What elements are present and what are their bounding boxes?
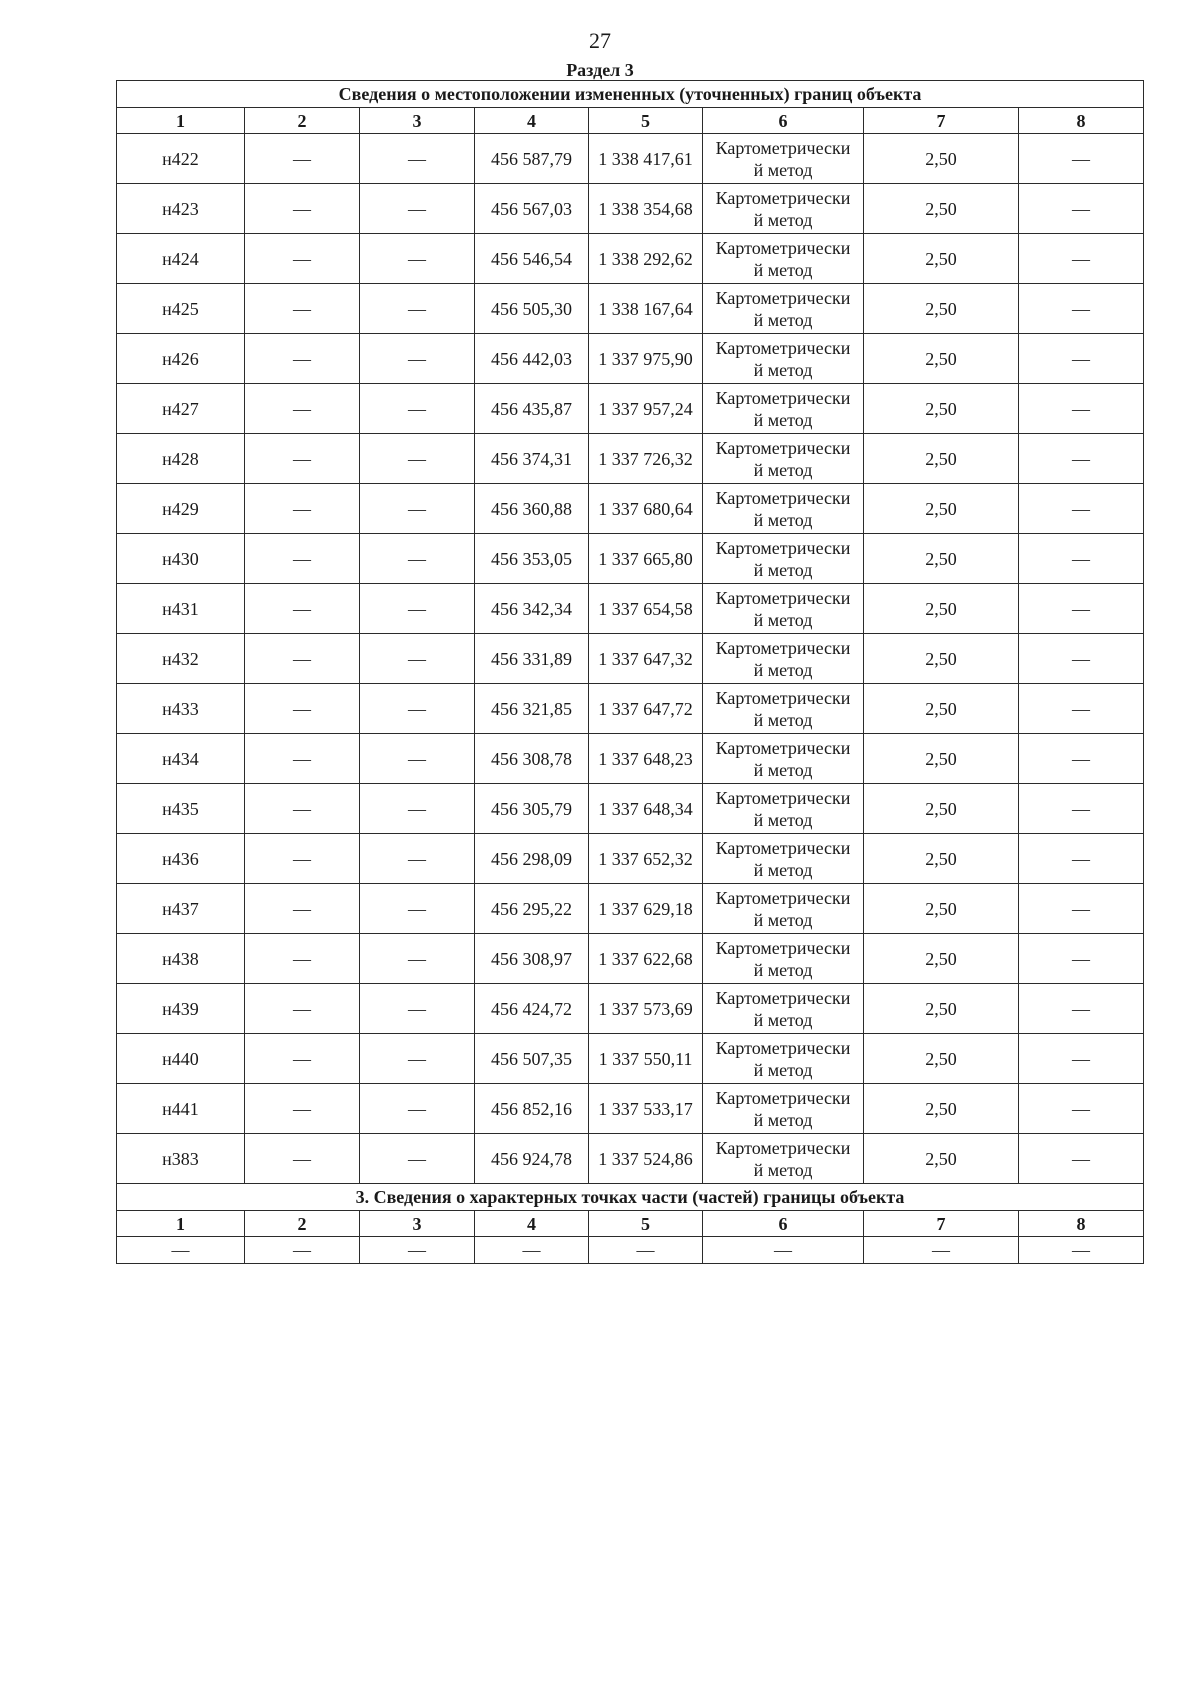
point-name-cell: н423 bbox=[117, 184, 245, 234]
dash-cell: — bbox=[245, 984, 360, 1034]
point-name-cell: н383 bbox=[117, 1134, 245, 1184]
x-coordinate-cell: 456 924,78 bbox=[475, 1134, 589, 1184]
method-cell bbox=[703, 534, 864, 584]
point-name-cell: н438 bbox=[117, 934, 245, 984]
method-text-line: й метод bbox=[753, 509, 813, 530]
accuracy-cell: 2,50 bbox=[864, 1084, 1019, 1134]
dash-cell: — bbox=[360, 434, 475, 484]
method-cell bbox=[703, 684, 864, 734]
column-header-row bbox=[117, 108, 1144, 134]
dash-cell: — bbox=[360, 634, 475, 684]
dash-cell: — bbox=[360, 584, 475, 634]
method-text-line: й метод bbox=[753, 809, 813, 830]
dash-cell: — bbox=[1019, 534, 1144, 584]
method-cell bbox=[703, 334, 864, 384]
x-coordinate-cell: 456 353,05 bbox=[475, 534, 589, 584]
table-title: Сведения о местоположении измененных (уточненных) границ объекта bbox=[117, 81, 1144, 108]
column-header: 2 bbox=[245, 1211, 360, 1237]
method-cell bbox=[703, 984, 864, 1034]
method-text-line: й метод bbox=[753, 409, 813, 430]
y-coordinate-cell: 1 338 417,61 bbox=[589, 134, 703, 184]
method-text-line: Картометрически bbox=[715, 537, 851, 558]
method-text-line: й метод bbox=[753, 659, 813, 680]
dash-cell: — bbox=[245, 1084, 360, 1134]
dash-cell: — bbox=[1019, 134, 1144, 184]
point-name-cell: н431 bbox=[117, 584, 245, 634]
x-coordinate-cell: 456 567,03 bbox=[475, 184, 589, 234]
column-header: 2 bbox=[245, 108, 360, 134]
point-name-cell: н428 bbox=[117, 434, 245, 484]
method-text-line: й метод bbox=[753, 459, 813, 480]
dash-cell: — bbox=[475, 1237, 589, 1264]
method-text-line: й метод bbox=[753, 1109, 813, 1130]
dash-cell: — bbox=[360, 1084, 475, 1134]
dash-cell: — bbox=[245, 584, 360, 634]
page-number: 27 bbox=[589, 28, 611, 53]
x-coordinate-cell: 456 852,16 bbox=[475, 1084, 589, 1134]
dash-cell: — bbox=[245, 934, 360, 984]
accuracy-cell: 2,50 bbox=[864, 234, 1019, 284]
table-row bbox=[117, 534, 1144, 584]
table-row bbox=[117, 684, 1144, 734]
dash-cell: — bbox=[245, 384, 360, 434]
x-coordinate-cell: 456 305,79 bbox=[475, 784, 589, 834]
point-name-cell: н434 bbox=[117, 734, 245, 784]
column-header: 6 bbox=[703, 108, 864, 134]
accuracy-cell: 2,50 bbox=[864, 184, 1019, 234]
method-text-line: й метод bbox=[753, 559, 813, 580]
y-coordinate-cell: 1 337 648,34 bbox=[589, 784, 703, 834]
method-text-line: Картометрически bbox=[715, 987, 851, 1008]
dash-cell: — bbox=[1019, 434, 1144, 484]
method-cell bbox=[703, 284, 864, 334]
x-coordinate-cell: 456 546,54 bbox=[475, 234, 589, 284]
dash-cell: — bbox=[1019, 334, 1144, 384]
dash-cell: — bbox=[245, 434, 360, 484]
x-coordinate-cell: 456 308,78 bbox=[475, 734, 589, 784]
point-name-cell: н425 bbox=[117, 284, 245, 334]
dash-cell: — bbox=[1019, 484, 1144, 534]
y-coordinate-cell: 1 337 648,23 bbox=[589, 734, 703, 784]
table-row bbox=[117, 484, 1144, 534]
column-header: 7 bbox=[864, 108, 1019, 134]
dash-cell: — bbox=[1019, 384, 1144, 434]
method-cell bbox=[703, 834, 864, 884]
table-row bbox=[117, 884, 1144, 934]
y-coordinate-cell: 1 337 524,86 bbox=[589, 1134, 703, 1184]
dash-cell: — bbox=[1019, 834, 1144, 884]
point-name-cell: н439 bbox=[117, 984, 245, 1034]
dash-cell: — bbox=[1019, 984, 1144, 1034]
method-text-line: Картометрически bbox=[715, 437, 851, 458]
method-cell bbox=[703, 234, 864, 284]
column-header: 8 bbox=[1019, 108, 1144, 134]
method-cell bbox=[703, 1084, 864, 1134]
dash-cell: — bbox=[360, 334, 475, 384]
dash-cell: — bbox=[360, 134, 475, 184]
dash-cell: — bbox=[245, 1134, 360, 1184]
point-name-cell: н432 bbox=[117, 634, 245, 684]
dash-cell: — bbox=[360, 784, 475, 834]
y-coordinate-cell: 1 338 292,62 bbox=[589, 234, 703, 284]
point-name-cell: н426 bbox=[117, 334, 245, 384]
dash-cell: — bbox=[245, 1034, 360, 1084]
dash-cell: — bbox=[360, 734, 475, 784]
dash-cell: — bbox=[360, 934, 475, 984]
x-coordinate-cell: 456 424,72 bbox=[475, 984, 589, 1034]
accuracy-cell: 2,50 bbox=[864, 284, 1019, 334]
x-coordinate-cell: 456 298,09 bbox=[475, 834, 589, 884]
accuracy-cell: 2,50 bbox=[864, 734, 1019, 784]
accuracy-cell: 2,50 bbox=[864, 334, 1019, 384]
dash-cell: — bbox=[360, 984, 475, 1034]
dash-cell: — bbox=[1019, 184, 1144, 234]
accuracy-cell: 2,50 bbox=[864, 1034, 1019, 1084]
dash-cell: — bbox=[360, 1237, 475, 1264]
method-text-line: й метод bbox=[753, 859, 813, 880]
accuracy-cell: 2,50 bbox=[864, 634, 1019, 684]
y-coordinate-cell: 1 337 622,68 bbox=[589, 934, 703, 984]
point-name-cell: н435 bbox=[117, 784, 245, 834]
method-text-line: Картометрически bbox=[715, 287, 851, 308]
subsection-header-row bbox=[117, 1211, 1144, 1237]
dash-cell: — bbox=[245, 784, 360, 834]
dash-cell: — bbox=[360, 184, 475, 234]
y-coordinate-cell: 1 337 654,58 bbox=[589, 584, 703, 634]
y-coordinate-cell: 1 337 680,64 bbox=[589, 484, 703, 534]
method-text-line: й метод bbox=[753, 159, 813, 180]
x-coordinate-cell: 456 360,88 bbox=[475, 484, 589, 534]
column-header: 4 bbox=[475, 1211, 589, 1237]
point-name-cell: н436 bbox=[117, 834, 245, 884]
table-row bbox=[117, 934, 1144, 984]
dash-cell: — bbox=[117, 1237, 245, 1264]
x-coordinate-cell: 456 342,34 bbox=[475, 584, 589, 634]
x-coordinate-cell: 456 374,31 bbox=[475, 434, 589, 484]
subsection-title-row bbox=[117, 1184, 1144, 1211]
dash-cell: — bbox=[245, 184, 360, 234]
subsection-row bbox=[117, 1237, 1144, 1264]
method-text-line: Картометрически bbox=[715, 487, 851, 508]
x-coordinate-cell: 456 295,22 bbox=[475, 884, 589, 934]
dash-cell: — bbox=[245, 334, 360, 384]
dash-cell: — bbox=[360, 834, 475, 884]
table-row bbox=[117, 134, 1144, 184]
column-header: 3 bbox=[360, 1211, 475, 1237]
column-header: 1 bbox=[117, 108, 245, 134]
table-row bbox=[117, 284, 1144, 334]
accuracy-cell: 2,50 bbox=[864, 134, 1019, 184]
dash-cell: — bbox=[360, 484, 475, 534]
dash-cell: — bbox=[1019, 584, 1144, 634]
accuracy-cell: 2,50 bbox=[864, 934, 1019, 984]
dash-cell: — bbox=[360, 284, 475, 334]
column-header: 3 bbox=[360, 108, 475, 134]
table-row bbox=[117, 784, 1144, 834]
method-text-line: й метод bbox=[753, 909, 813, 930]
accuracy-cell: 2,50 bbox=[864, 834, 1019, 884]
method-text-line: Картометрически bbox=[715, 937, 851, 958]
accuracy-cell: 2,50 bbox=[864, 1134, 1019, 1184]
dash-cell: — bbox=[360, 234, 475, 284]
method-text-line: Картометрически bbox=[715, 787, 851, 808]
y-coordinate-cell: 1 337 533,17 bbox=[589, 1084, 703, 1134]
accuracy-cell: 2,50 bbox=[864, 784, 1019, 834]
dash-cell: — bbox=[360, 1134, 475, 1184]
y-coordinate-cell: 1 337 652,32 bbox=[589, 834, 703, 884]
y-coordinate-cell: 1 337 573,69 bbox=[589, 984, 703, 1034]
dash-cell: — bbox=[245, 734, 360, 784]
dash-cell: — bbox=[360, 534, 475, 584]
dash-cell: — bbox=[1019, 734, 1144, 784]
method-text-line: й метод bbox=[753, 609, 813, 630]
column-header: 5 bbox=[589, 108, 703, 134]
y-coordinate-cell: 1 337 647,72 bbox=[589, 684, 703, 734]
method-text-line: й метод bbox=[753, 1059, 813, 1080]
x-coordinate-cell: 456 308,97 bbox=[475, 934, 589, 984]
table-row bbox=[117, 584, 1144, 634]
point-name-cell: н429 bbox=[117, 484, 245, 534]
method-text-line: й метод bbox=[753, 959, 813, 980]
dash-cell: — bbox=[245, 134, 360, 184]
method-cell bbox=[703, 484, 864, 534]
dash-cell: — bbox=[589, 1237, 703, 1264]
method-cell bbox=[703, 784, 864, 834]
table-row bbox=[117, 1134, 1144, 1184]
accuracy-cell: 2,50 bbox=[864, 884, 1019, 934]
y-coordinate-cell: 1 337 629,18 bbox=[589, 884, 703, 934]
accuracy-cell: 2,50 bbox=[864, 584, 1019, 634]
accuracy-cell: 2,50 bbox=[864, 984, 1019, 1034]
method-text-line: й метод bbox=[753, 309, 813, 330]
point-name-cell: н433 bbox=[117, 684, 245, 734]
table-row bbox=[117, 234, 1144, 284]
accuracy-cell: 2,50 bbox=[864, 484, 1019, 534]
method-text-line: Картометрически bbox=[715, 187, 851, 208]
method-text-line: Картометрически bbox=[715, 1137, 851, 1158]
dash-cell: — bbox=[245, 834, 360, 884]
point-name-cell: н437 bbox=[117, 884, 245, 934]
dash-cell: — bbox=[1019, 884, 1144, 934]
dash-cell: — bbox=[245, 634, 360, 684]
section-title: Раздел 3 bbox=[566, 60, 634, 80]
dash-cell: — bbox=[1019, 1084, 1144, 1134]
method-text-line: Картометрически bbox=[715, 637, 851, 658]
method-text-line: Картометрически bbox=[715, 1087, 851, 1108]
x-coordinate-cell: 456 435,87 bbox=[475, 384, 589, 434]
method-text-line: й метод bbox=[753, 359, 813, 380]
y-coordinate-cell: 1 338 167,64 bbox=[589, 284, 703, 334]
table-row bbox=[117, 634, 1144, 684]
accuracy-cell: 2,50 bbox=[864, 434, 1019, 484]
method-cell bbox=[703, 1134, 864, 1184]
dash-cell: — bbox=[245, 1237, 360, 1264]
dash-cell: — bbox=[1019, 784, 1144, 834]
accuracy-cell: 2,50 bbox=[864, 384, 1019, 434]
method-cell bbox=[703, 634, 864, 684]
x-coordinate-cell: 456 505,30 bbox=[475, 284, 589, 334]
dash-cell: — bbox=[1019, 934, 1144, 984]
table-row bbox=[117, 734, 1144, 784]
x-coordinate-cell: 456 587,79 bbox=[475, 134, 589, 184]
method-text-line: Картометрически bbox=[715, 687, 851, 708]
table-row bbox=[117, 834, 1144, 884]
method-cell bbox=[703, 934, 864, 984]
method-text-line: Картометрически bbox=[715, 137, 851, 158]
method-cell bbox=[703, 734, 864, 784]
dash-cell: — bbox=[245, 284, 360, 334]
boundary-coordinates-table bbox=[116, 80, 1144, 1264]
accuracy-cell: 2,50 bbox=[864, 534, 1019, 584]
column-header: 7 bbox=[864, 1211, 1019, 1237]
method-text-line: Картометрически bbox=[715, 837, 851, 858]
y-coordinate-cell: 1 337 647,32 bbox=[589, 634, 703, 684]
point-name-cell: н440 bbox=[117, 1034, 245, 1084]
point-name-cell: н424 bbox=[117, 234, 245, 284]
column-header: 1 bbox=[117, 1211, 245, 1237]
point-name-cell: н427 bbox=[117, 384, 245, 434]
method-text-line: й метод bbox=[753, 209, 813, 230]
x-coordinate-cell: 456 321,85 bbox=[475, 684, 589, 734]
dash-cell: — bbox=[245, 484, 360, 534]
column-header: 8 bbox=[1019, 1211, 1144, 1237]
x-coordinate-cell: 456 442,03 bbox=[475, 334, 589, 384]
method-cell bbox=[703, 384, 864, 434]
dash-cell: — bbox=[1019, 1237, 1144, 1264]
method-text-line: Картометрически bbox=[715, 237, 851, 258]
y-coordinate-cell: 1 338 354,68 bbox=[589, 184, 703, 234]
method-text-line: й метод bbox=[753, 759, 813, 780]
table-row bbox=[117, 434, 1144, 484]
dash-cell: — bbox=[245, 884, 360, 934]
dash-cell: — bbox=[864, 1237, 1019, 1264]
table-body bbox=[117, 81, 1144, 1264]
method-cell bbox=[703, 884, 864, 934]
method-text-line: Картометрически bbox=[715, 737, 851, 758]
method-text-line: Картометрически bbox=[715, 1037, 851, 1058]
y-coordinate-cell: 1 337 665,80 bbox=[589, 534, 703, 584]
method-cell bbox=[703, 134, 864, 184]
column-header: 6 bbox=[703, 1211, 864, 1237]
table-row bbox=[117, 184, 1144, 234]
table-row bbox=[117, 1084, 1144, 1134]
method-text-line: й метод bbox=[753, 709, 813, 730]
dash-cell: — bbox=[1019, 284, 1144, 334]
dash-cell: — bbox=[360, 384, 475, 434]
dash-cell: — bbox=[245, 534, 360, 584]
method-text-line: Картометрически bbox=[715, 587, 851, 608]
method-cell bbox=[703, 584, 864, 634]
method-cell bbox=[703, 184, 864, 234]
method-text-line: Картометрически bbox=[715, 387, 851, 408]
dash-cell: — bbox=[1019, 234, 1144, 284]
y-coordinate-cell: 1 337 975,90 bbox=[589, 334, 703, 384]
y-coordinate-cell: 1 337 957,24 bbox=[589, 384, 703, 434]
method-text-line: Картометрически bbox=[715, 887, 851, 908]
table-row bbox=[117, 334, 1144, 384]
dash-cell: — bbox=[360, 1034, 475, 1084]
method-text-line: Картометрически bbox=[715, 337, 851, 358]
table-row bbox=[117, 384, 1144, 434]
accuracy-cell: 2,50 bbox=[864, 684, 1019, 734]
method-text-line: й метод bbox=[753, 259, 813, 280]
table-title-row bbox=[117, 81, 1144, 108]
x-coordinate-cell: 456 507,35 bbox=[475, 1034, 589, 1084]
dash-cell: — bbox=[1019, 1034, 1144, 1084]
point-name-cell: н441 bbox=[117, 1084, 245, 1134]
dash-cell: — bbox=[360, 684, 475, 734]
method-text-line: й метод bbox=[753, 1009, 813, 1030]
dash-cell: — bbox=[360, 884, 475, 934]
dash-cell: — bbox=[1019, 1134, 1144, 1184]
dash-cell: — bbox=[245, 234, 360, 284]
column-header: 5 bbox=[589, 1211, 703, 1237]
y-coordinate-cell: 1 337 550,11 bbox=[589, 1034, 703, 1084]
point-name-cell: н422 bbox=[117, 134, 245, 184]
point-name-cell: н430 bbox=[117, 534, 245, 584]
dash-cell: — bbox=[245, 684, 360, 734]
x-coordinate-cell: 456 331,89 bbox=[475, 634, 589, 684]
method-cell bbox=[703, 434, 864, 484]
column-header: 4 bbox=[475, 108, 589, 134]
table-row bbox=[117, 1034, 1144, 1084]
subsection-title: 3. Сведения о характерных точках части (частей) границы объекта bbox=[117, 1184, 1144, 1211]
method-text-line: й метод bbox=[753, 1159, 813, 1180]
dash-cell: — bbox=[703, 1237, 864, 1264]
y-coordinate-cell: 1 337 726,32 bbox=[589, 434, 703, 484]
dash-cell: — bbox=[1019, 634, 1144, 684]
method-cell bbox=[703, 1034, 864, 1084]
table-row bbox=[117, 984, 1144, 1034]
dash-cell: — bbox=[1019, 684, 1144, 734]
